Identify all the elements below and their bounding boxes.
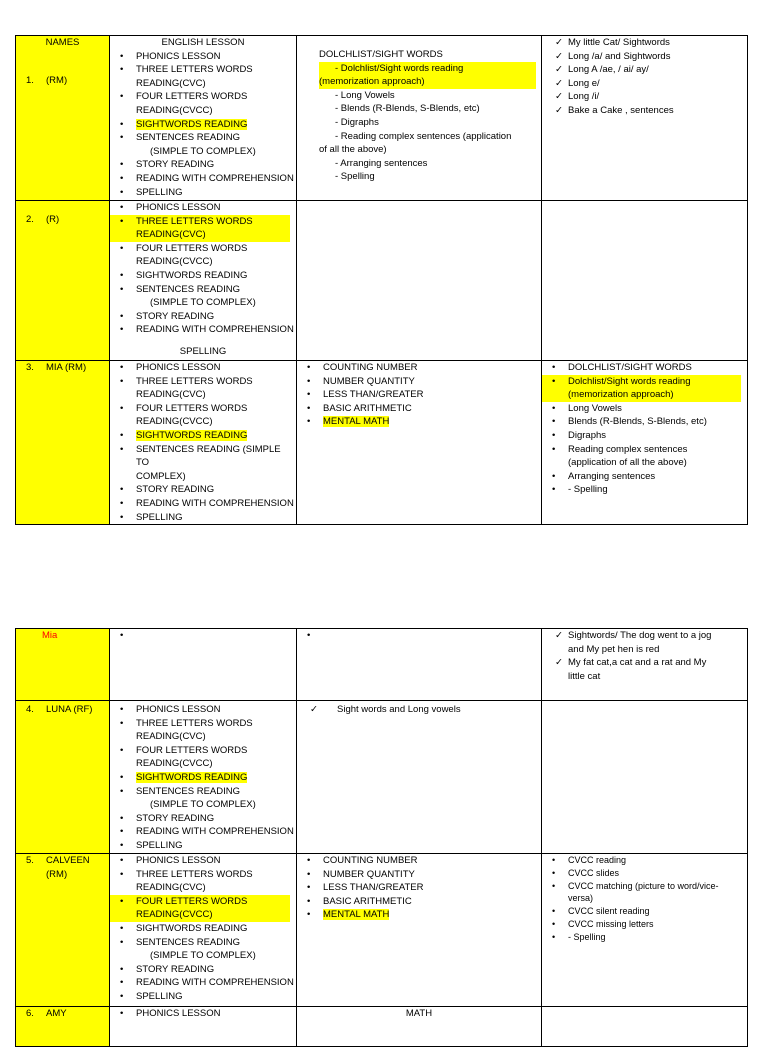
table-row xyxy=(16,701,748,854)
list-item: • CVCC matching (picture to word/vice- xyxy=(542,880,747,893)
dolch-line: - Reading complex sentences (application xyxy=(335,130,512,142)
list-item: • SENTENCES READING (SIMPLE TO xyxy=(110,443,296,470)
name-cell xyxy=(16,854,110,1007)
math-cell xyxy=(297,361,542,525)
list-item: • READING WITH COMPREHENSION xyxy=(110,323,296,337)
name-cell xyxy=(16,36,110,201)
check-item: ✓ Long /a/ and Sightwords xyxy=(542,50,747,64)
list-item: • Digraphs xyxy=(542,429,747,443)
english-cell xyxy=(110,854,297,1007)
list-item: • FOUR LETTERS WORDS xyxy=(110,895,290,909)
list-item: • THREE LETTERS WORDS xyxy=(110,375,296,389)
list-item: • THREE LETTERS WORDS xyxy=(110,215,290,229)
list-item: • - Spelling xyxy=(542,931,747,944)
list-item: • STORY READING xyxy=(110,812,296,826)
list-item: • STORY READING xyxy=(110,483,296,497)
empty-cell xyxy=(542,701,748,854)
table-row xyxy=(16,1007,748,1047)
student-name: 2. (R) xyxy=(26,214,60,225)
student-name: 4. LUNA (RF) xyxy=(26,704,93,715)
table-row xyxy=(16,36,748,201)
check-item: ✓ Long e/ xyxy=(542,77,747,91)
english-cell xyxy=(110,361,297,525)
list-item: READING(CVCC) xyxy=(136,758,213,770)
list-item: • PHONICS LESSON xyxy=(110,201,296,215)
dolch-cell xyxy=(542,361,748,525)
list-item: • SIGHTWORDS READING xyxy=(110,922,296,936)
list-item: • Blends (R-Blends, S-Blends, etc) xyxy=(542,415,747,429)
table-row xyxy=(16,361,748,525)
math-cell xyxy=(297,629,542,701)
list-item: READING(CVCC) xyxy=(136,256,213,268)
dolch-line: - Digraphs xyxy=(335,116,379,128)
list-item: • FOUR LETTERS WORDS xyxy=(110,242,296,256)
math-cell xyxy=(297,854,542,1007)
list-item: (SIMPLE TO COMPLEX) xyxy=(150,297,256,309)
dolch-line: - Long Vowels xyxy=(335,89,395,101)
list-item: • NUMBER QUANTITY xyxy=(297,868,541,882)
list-item: • CVCC silent reading xyxy=(542,905,747,918)
math-cell xyxy=(297,1007,542,1047)
student-name: 1. (RM) xyxy=(26,74,68,86)
list-item: • THREE LETTERS WORDS xyxy=(110,717,296,731)
list-item: • STORY READING xyxy=(110,963,296,977)
list-item: • CVCC reading xyxy=(542,854,747,867)
list-item: • SENTENCES READING xyxy=(110,785,296,799)
list-item: • LESS THAN/GREATER xyxy=(297,881,541,895)
list-item: • READING WITH COMPREHENSION xyxy=(110,825,296,839)
list-item: COMPLEX) xyxy=(136,470,186,482)
list-item: little cat xyxy=(568,670,601,682)
list-item: (SIMPLE TO COMPLEX) xyxy=(150,950,256,962)
list-item: • - Spelling xyxy=(542,483,747,497)
empty-cell xyxy=(542,201,748,361)
check-item: ✓ Sight words and Long vowels xyxy=(297,703,541,717)
list-item: • Reading complex sentences xyxy=(542,443,747,457)
list-item: • SIGHTWORDS READING xyxy=(110,269,296,283)
lesson-table-2 xyxy=(15,628,748,1047)
table-row xyxy=(16,201,748,361)
check-item: ✓ Sightwords/ The dog went to a jog xyxy=(542,629,747,643)
list-item: (SIMPLE TO COMPLEX) xyxy=(150,799,256,811)
list-item: • READING WITH COMPREHENSION xyxy=(110,172,296,186)
math-header: MATH xyxy=(405,1008,433,1019)
list-item: • Arranging sentences xyxy=(542,470,747,484)
dolch-line: - Spelling xyxy=(335,171,375,183)
list-item: • STORY READING xyxy=(110,158,296,172)
list-item: • SENTENCES READING xyxy=(110,283,296,297)
check-item: ✓ Bake a Cake , sentences xyxy=(542,104,747,118)
name-cell xyxy=(16,201,110,361)
list-item: • SENTENCES READING xyxy=(110,131,296,145)
list-item: • FOUR LETTERS WORDS xyxy=(110,402,296,416)
list-item: • Dolchlist/Sight words reading xyxy=(542,375,741,389)
table-row xyxy=(16,854,748,1007)
name-cell xyxy=(16,629,110,701)
list-item: • SPELLING xyxy=(110,839,296,853)
list-item: • Long Vowels xyxy=(542,402,747,416)
list-item: • PHONICS LESSON xyxy=(110,703,296,717)
list-item: READING(CVC) xyxy=(136,389,206,401)
check-item: ✓ My little Cat/ Sightwords xyxy=(542,36,747,50)
list-item: (memorization approach) xyxy=(568,389,674,401)
list-item: • SPELLING xyxy=(110,990,296,1004)
progress-cell xyxy=(542,629,748,701)
list-item: • CVCC slides xyxy=(542,867,747,880)
list-item: READING(CVC) xyxy=(136,731,206,743)
list-item: • FOUR LETTERS WORDS xyxy=(110,90,296,104)
check-item: ✓ My fat cat,a cat and a rat and My xyxy=(542,656,747,670)
dolch-cell xyxy=(297,36,542,201)
check-item: ✓ Long A /ae, / ai/ ay/ xyxy=(542,63,747,77)
list-item: SPELLING xyxy=(179,345,227,357)
cvcc-cell xyxy=(542,854,748,1007)
list-item: • COUNTING NUMBER xyxy=(297,854,541,868)
english-cell xyxy=(110,201,297,361)
list-item: • THREE LETTERS WORDS xyxy=(110,868,296,882)
list-item: • MENTAL MATH xyxy=(297,415,541,429)
list-item: READING(CVC) xyxy=(136,229,206,241)
list-item: • PHONICS LESSON xyxy=(110,361,296,375)
table-row xyxy=(16,629,748,701)
names-header: NAMES xyxy=(45,37,80,48)
name-cell xyxy=(16,1007,110,1047)
list-item: • READING WITH COMPREHENSION xyxy=(110,497,296,511)
list-item: versa) xyxy=(568,893,594,904)
english-cell xyxy=(110,701,297,854)
list-item: READING(CVC) xyxy=(136,77,206,89)
list-item: (SIMPLE TO COMPLEX) xyxy=(150,145,256,157)
list-item: • MENTAL MATH xyxy=(297,908,541,922)
list-item: • SENTENCES READING xyxy=(110,936,296,950)
list-item: • BASIC ARITHMETIC xyxy=(297,895,541,909)
list-item: • SIGHTWORDS READING xyxy=(110,429,296,443)
student-name-line-2: (RM) xyxy=(46,868,68,880)
dolch-line: - Blends (R-Blends, S-Blends, etc) xyxy=(335,103,480,115)
list-item: • PHONICS LESSON xyxy=(110,1007,296,1021)
list-item: (application of all the above) xyxy=(568,457,687,469)
dolch-title: DOLCHLIST/SIGHT WORDS xyxy=(319,49,443,60)
list-item: • SPELLING xyxy=(110,511,296,525)
name-cell xyxy=(16,361,110,525)
list-item: • PHONICS LESSON xyxy=(110,50,296,64)
progress-cell xyxy=(542,36,748,201)
student-name: 5. CALVEEN xyxy=(26,855,90,866)
dolch-highlight: - Dolchlist/Sight words reading (memorization approach) xyxy=(319,62,536,89)
list-item: • CVCC missing letters xyxy=(542,918,747,931)
dolch-line: of all the above) xyxy=(319,144,387,156)
list-item: • STORY READING xyxy=(110,310,296,324)
name-cell xyxy=(16,701,110,854)
list-item: READING(CVCC) xyxy=(136,416,213,428)
english-cell xyxy=(110,36,297,201)
list-item: • THREE LETTERS WORDS xyxy=(110,63,296,77)
student-name: Mia xyxy=(42,630,58,641)
list-item: • SPELLING xyxy=(110,186,296,200)
english-cell xyxy=(110,1007,297,1047)
list-item: • FOUR LETTERS WORDS xyxy=(110,744,296,758)
list-item: READING(CVCC) xyxy=(136,909,213,921)
list-item: • BASIC ARITHMETIC xyxy=(297,402,541,416)
list-item: READING(CVC) xyxy=(136,882,206,894)
list-item: and My pet hen is red xyxy=(568,643,660,655)
english-header: ENGLISH LESSON xyxy=(161,37,245,48)
list-item: • NUMBER QUANTITY xyxy=(297,375,541,389)
empty-cell xyxy=(542,1007,748,1047)
check-item: ✓ Long /i/ xyxy=(542,90,747,104)
list-item: READING(CVCC) xyxy=(136,104,213,116)
list-item: • DOLCHLIST/SIGHT WORDS xyxy=(542,361,747,375)
list-item: • SIGHTWORDS READING xyxy=(110,771,296,785)
english-cell xyxy=(110,629,297,701)
list-item: • SIGHTWORDS READING xyxy=(110,118,296,132)
list-item: • LESS THAN/GREATER xyxy=(297,388,541,402)
list-item: • PHONICS LESSON xyxy=(110,854,296,868)
list-item: • COUNTING NUMBER xyxy=(297,361,541,375)
lesson-cell xyxy=(297,701,542,854)
empty-cell xyxy=(297,201,542,361)
list-item: • READING WITH COMPREHENSION xyxy=(110,976,296,990)
lesson-table-1 xyxy=(15,35,748,525)
dolch-line: - Arranging sentences xyxy=(335,157,428,169)
student-name: 6. AMY xyxy=(26,1008,67,1019)
student-name: 3. MIA (RM) xyxy=(26,362,87,373)
